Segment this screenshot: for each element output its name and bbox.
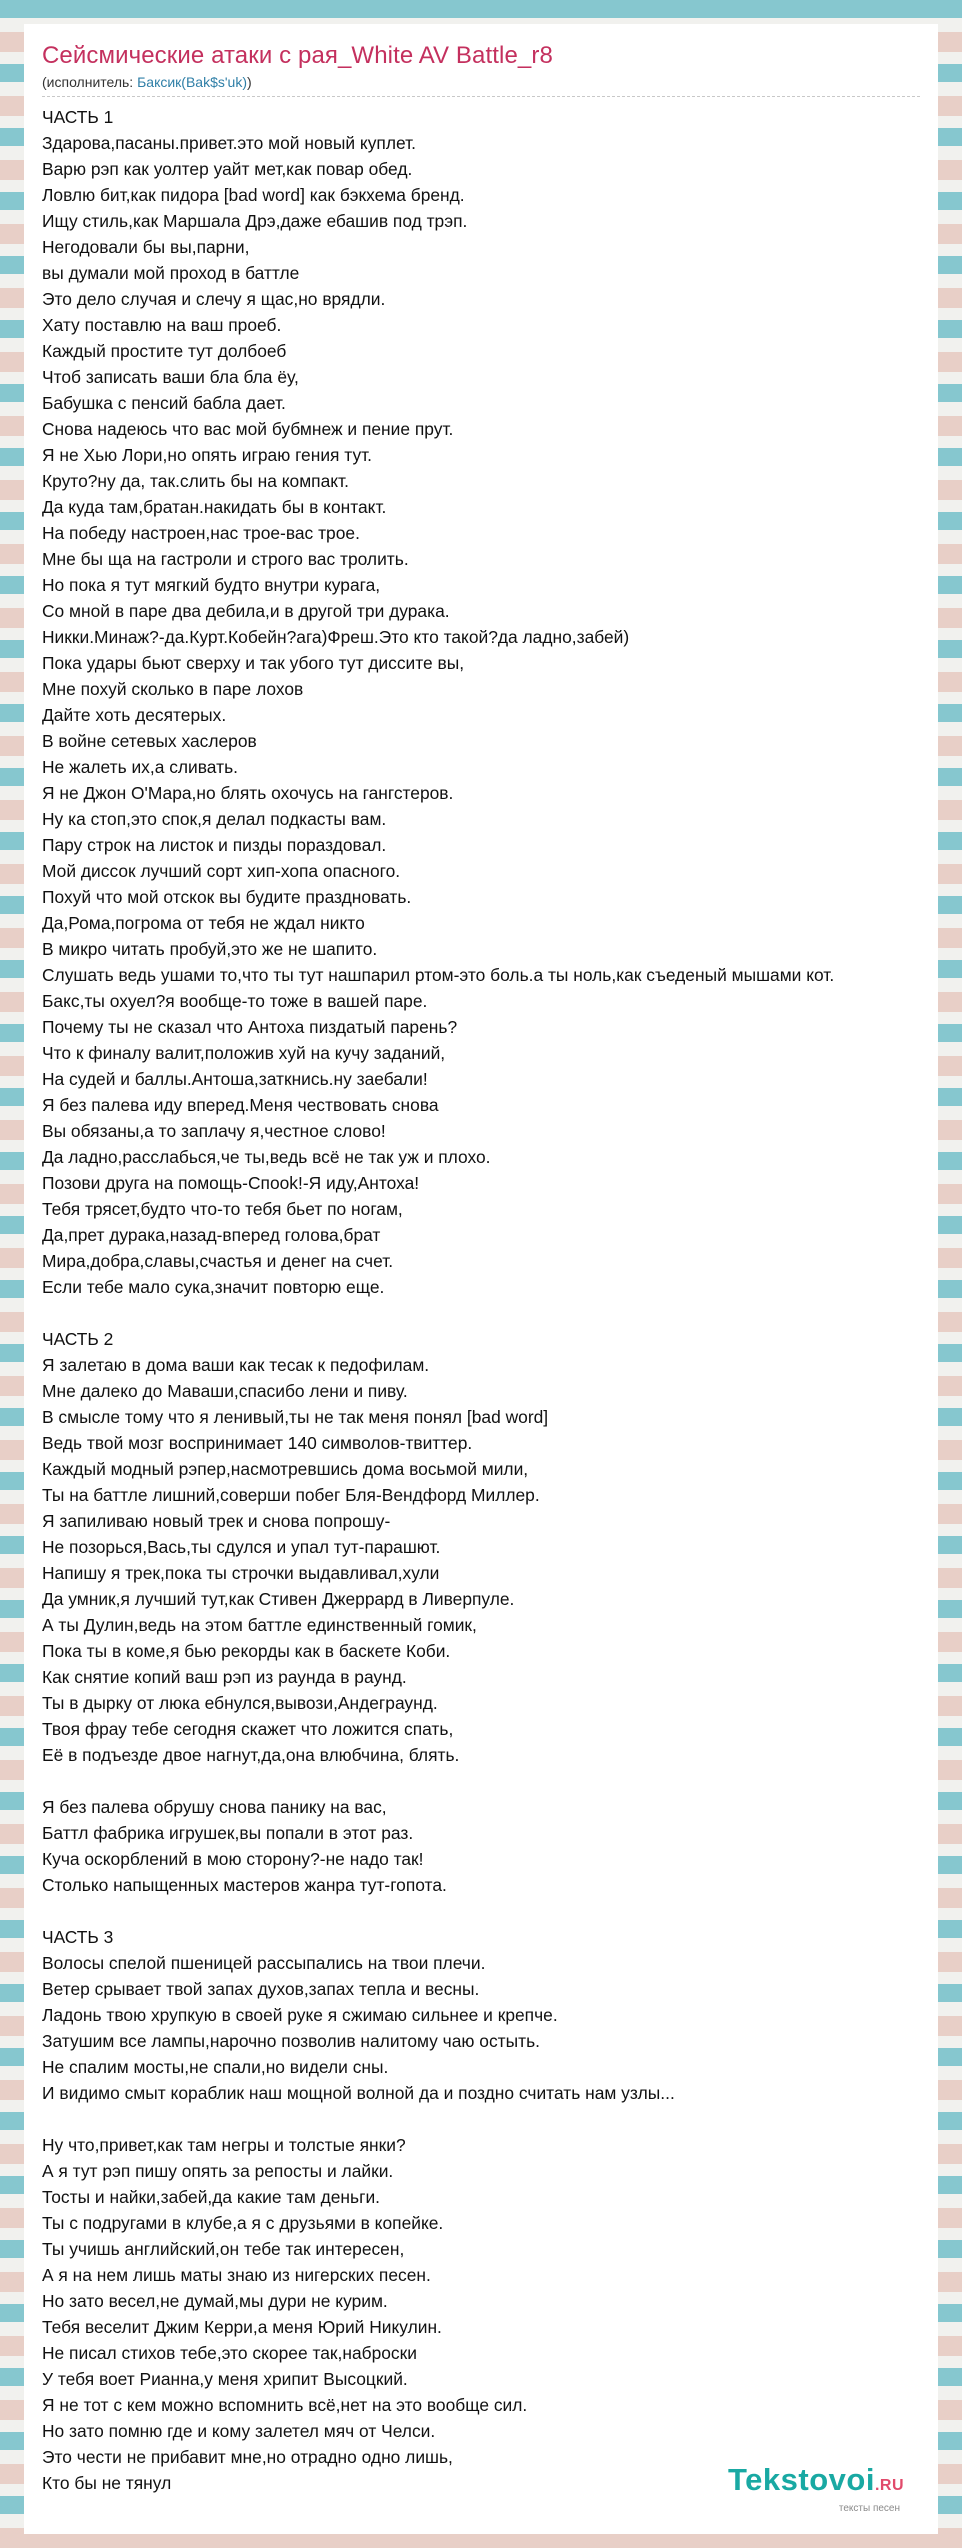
artist-link[interactable]: Баксик(Bak$s'uk) bbox=[137, 74, 247, 90]
lyrics-card bbox=[24, 24, 938, 2534]
artist-line bbox=[42, 74, 252, 90]
song-title: Сейсмические атаки с рая_White AV Battle_r8 bbox=[42, 42, 553, 69]
artist-prefix: (исполнитель: bbox=[42, 74, 138, 90]
title-divider bbox=[42, 96, 920, 97]
logo-tld: .RU bbox=[874, 2477, 904, 2494]
artist-suffix: ) bbox=[247, 74, 252, 90]
logo-main-text: Tekstovoi bbox=[728, 2462, 875, 2497]
site-logo[interactable] bbox=[728, 2464, 904, 2514]
logo-wordmark bbox=[728, 2464, 904, 2502]
lyrics-text: ЧАСТЬ 1 Здарова,пасаны.привет.это мой новый куплет. Варю рэп как уолтер уайт мет,как повар обед. Ловлю бит,как пидора [bad word] как бэкхема бренд. Ищу стиль,как Маршала Дрэ,даже ебашив под трэп. Негодовали бы вы,парни, вы думали мой проход в баттле Это дело случая и слечу я щас,но врядли. Хату поставлю на ваш проеб. Каждый простите тут долбоеб Чтоб записать ваши бла бла ёу, Бабушка с пенсий бабла дает. Снова надеюсь что вас мой бубмнеж и пение прут. Я не Хью Лори,но опять играю гения тут. Круто?ну да, так.слить бы на компакт. Да куда там,братан.накидать бы в контакт. На победу настроен,нас трое-вас трое. Мне бы ща на гастроли и строго вас тролить. Но пока я тут мягкий будто внутри курага, Со мной в паре два дебила,и в другой три дурака. Никки.Минаж?-да.Курт.Кобейн?ага)Фреш.Это кто такой?да ладно,забей) Пока удары бьют сверху и так убого тут диссите вы, Мне похуй сколько в паре лохов Дайте хоть десятерых. В войне сетевых хаслеров Не жалеть их,а сливать. Я не Джон О'Мара,но блять охочусь на гангстеров. Ну ка стоп,это спок,я делал подкасты вам. Пару строк на листок и пизды пораздовал. Мой диссок лучший сорт хип-хопа опасного. Похуй что мой отскок вы будите праздновать. Да,Рома,погрома от тебя не ждал никто В микро читать пробуй,это же не шапито. Слушать ведь ушами то,что ты тут нашпарил ртом-это боль.а ты ноль,как съеденый мышами кот. Бакс,ты охуел?я вообще-то тоже в вашей паре. Почему ты не сказал что Антоха пиздатый парень? Что к финалу валит,положив хуй на кучу заданий, На судей и баллы.Антоша,заткнись.ну заебали! Я без палева иду вперед.Меня чествовать снова Вы обязаны,а то заплачу я,честное слово! Да ладно,расслабься,че ты,ведь всё не так уж и плохо. Позови друга на помощь-Спook!-Я иду,Антоха! Тебя трясет,будто что-то тебя бьет по ногам, Да,прет дурака,назад-вперед голова,брат Мира,добра,славы,счастья и денег на счет. Если тебе мало сука,значит повторю еще. ЧАСТЬ 2 Я залетаю в дома ваши как тесак к педофилам. Мне далеко до Маваши,спасибо лени и пиву. В смысле тому что я ленивый,ты не так меня понял [bad word] Ведь твой мозг воспринимает 140 символов-твиттер. Каждый модный рэпер,насмотревшись дома восьмой мили, Ты на баттле лишний,соверши побег Бля-Вендфорд Миллер. Я запиливаю новый трек и снова попрошу- Не позорься,Вась,ты сдулся и упал тут-парашют. Напишу я трек,пока ты строчки выдавливал,хули Да умник,я лучший тут,как Стивен Джеррард в Ливерпуле. А ты Дулин,ведь на этом баттле единственный гомик, Пока ты в коме,я бью рекорды как в баскете Коби. Как снятие копий ваш рэп из раунда в раунд. Ты в дырку от люка ебнулся,вывози,Андеграунд. Твоя фрау тебе сегодня скажет что ложится спать, Её в подъезде двое нагнут,да,она влюбчина, блять. Я без палева обрушу снова панику на вас, Баттл фабрика игрушек,вы попали в этот раз. Куча оскорблений в мою сторону?-не надо так! Столько напыщенных мастеров жанра тут-гопота. ЧАСТЬ 3 Волосы спелой пшеницей рассыпались на твои плечи. Ветер срывает твой запах духов,запах тепла и весны. Ладонь твою хрупкую в своей руке я сжимаю сильнее и крепче. Затушим все лампы,нарочно позволив налитому чаю остыть. Не спалим мосты,не спали,но видели сны. И видимо смыт кораблик наш мощной волной да и поздно считать нам узлы... Ну что,привет,как там негры и толстые янки? А я тут рэп пишу опять за репосты и лайки. Тосты и найки,забей,да какие там деньги. Ты с подругами в клубе,а я с друзьями в копейке. Ты учишь английский,он тебе так интересен, А я на нем лишь маты знаю из нигерских песен. Но зато весел,не думай,мы дури не курим. Тебя веселит Джим Керри,а меня Юрий Никулин. Не писал стихов тебе,это скорее так,наброски У тебя воет Рианна,у меня хрипит Высоцкий. Я не тот с кем можно вспомнить всё,нет на это вообще сил. Но зато помню где и кому залетел мяч от Челси. Это чести не прибавит мне,но отрадно одно лишь, Кто бы не тянул bbox=[42, 107, 835, 2493]
logo-tagline: тексты песен bbox=[838, 2503, 900, 2514]
